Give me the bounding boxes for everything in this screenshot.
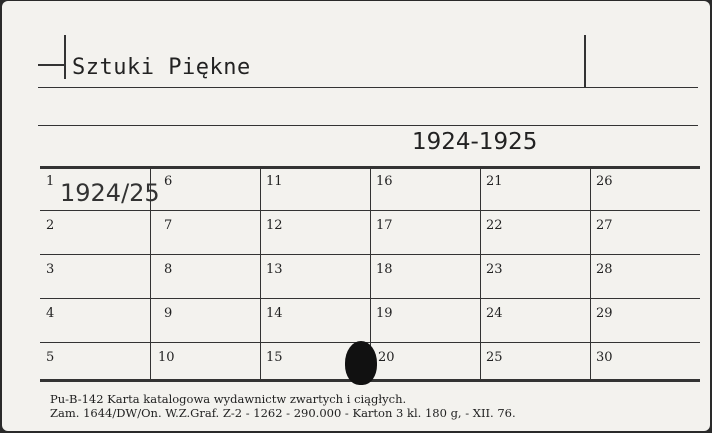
grid-col-rule — [260, 166, 261, 382]
grid-cell: 30 — [596, 350, 613, 365]
grid-cell: 3 — [46, 262, 55, 277]
grid-cell: 4 — [46, 306, 55, 321]
grid-cell: 29 — [596, 306, 613, 321]
grid-cell: 6 — [164, 174, 173, 189]
grid-cell: 16 — [376, 174, 393, 189]
footer-line-1: Pu-B-142 Karta katalogowa wydawnictw zwartych i ciągłych. — [50, 392, 407, 406]
grid-cell: 2 — [46, 218, 55, 233]
heading-tick — [38, 64, 64, 66]
grid-cell: 9 — [164, 306, 173, 321]
grid-cell: 8 — [164, 262, 173, 277]
grid-cell: 24 — [486, 306, 503, 321]
subject-heading: Sztuki Piękne — [72, 55, 251, 80]
grid-cell: 7 — [164, 218, 173, 233]
grid-cell: 10 — [158, 350, 175, 365]
punch-hole — [345, 341, 377, 385]
grid-cell: 28 — [596, 262, 613, 277]
grid-cell: 5 — [46, 350, 55, 365]
footer-line-2: Zam. 1644/DW/On. W.Z.Graf. Z-2 - 1262 - 290.000 - Karton 3 kl. 180 g, - XII. 76. — [50, 406, 516, 420]
grid-cell: 26 — [596, 174, 613, 189]
grid-cell: 15 — [266, 350, 283, 365]
handwritten-entry: 1924/25 — [60, 179, 160, 207]
grid-cell: 14 — [266, 306, 283, 321]
grid-cell: 21 — [486, 174, 503, 189]
rule-2 — [38, 125, 698, 126]
year-range: 1924-1925 — [412, 129, 538, 155]
grid-cell: 20 — [378, 350, 395, 365]
grid-cell: 13 — [266, 262, 283, 277]
grid-col-rule — [480, 166, 481, 382]
grid-cell: 25 — [486, 350, 503, 365]
grid-cell: 11 — [266, 174, 283, 189]
grid-cell: 1 — [46, 174, 55, 189]
grid-cell: 18 — [376, 262, 393, 277]
catalog-card — [2, 1, 710, 431]
grid-col-rule — [590, 166, 591, 382]
grid-cell: 23 — [486, 262, 503, 277]
heading-bar-left — [64, 35, 66, 79]
grid-cell: 19 — [376, 306, 393, 321]
grid-cell: 22 — [486, 218, 503, 233]
grid-cell: 17 — [376, 218, 393, 233]
grid-cell: 12 — [266, 218, 283, 233]
grid-cell: 27 — [596, 218, 613, 233]
rule-1 — [38, 87, 698, 88]
heading-bar-right — [584, 35, 586, 87]
